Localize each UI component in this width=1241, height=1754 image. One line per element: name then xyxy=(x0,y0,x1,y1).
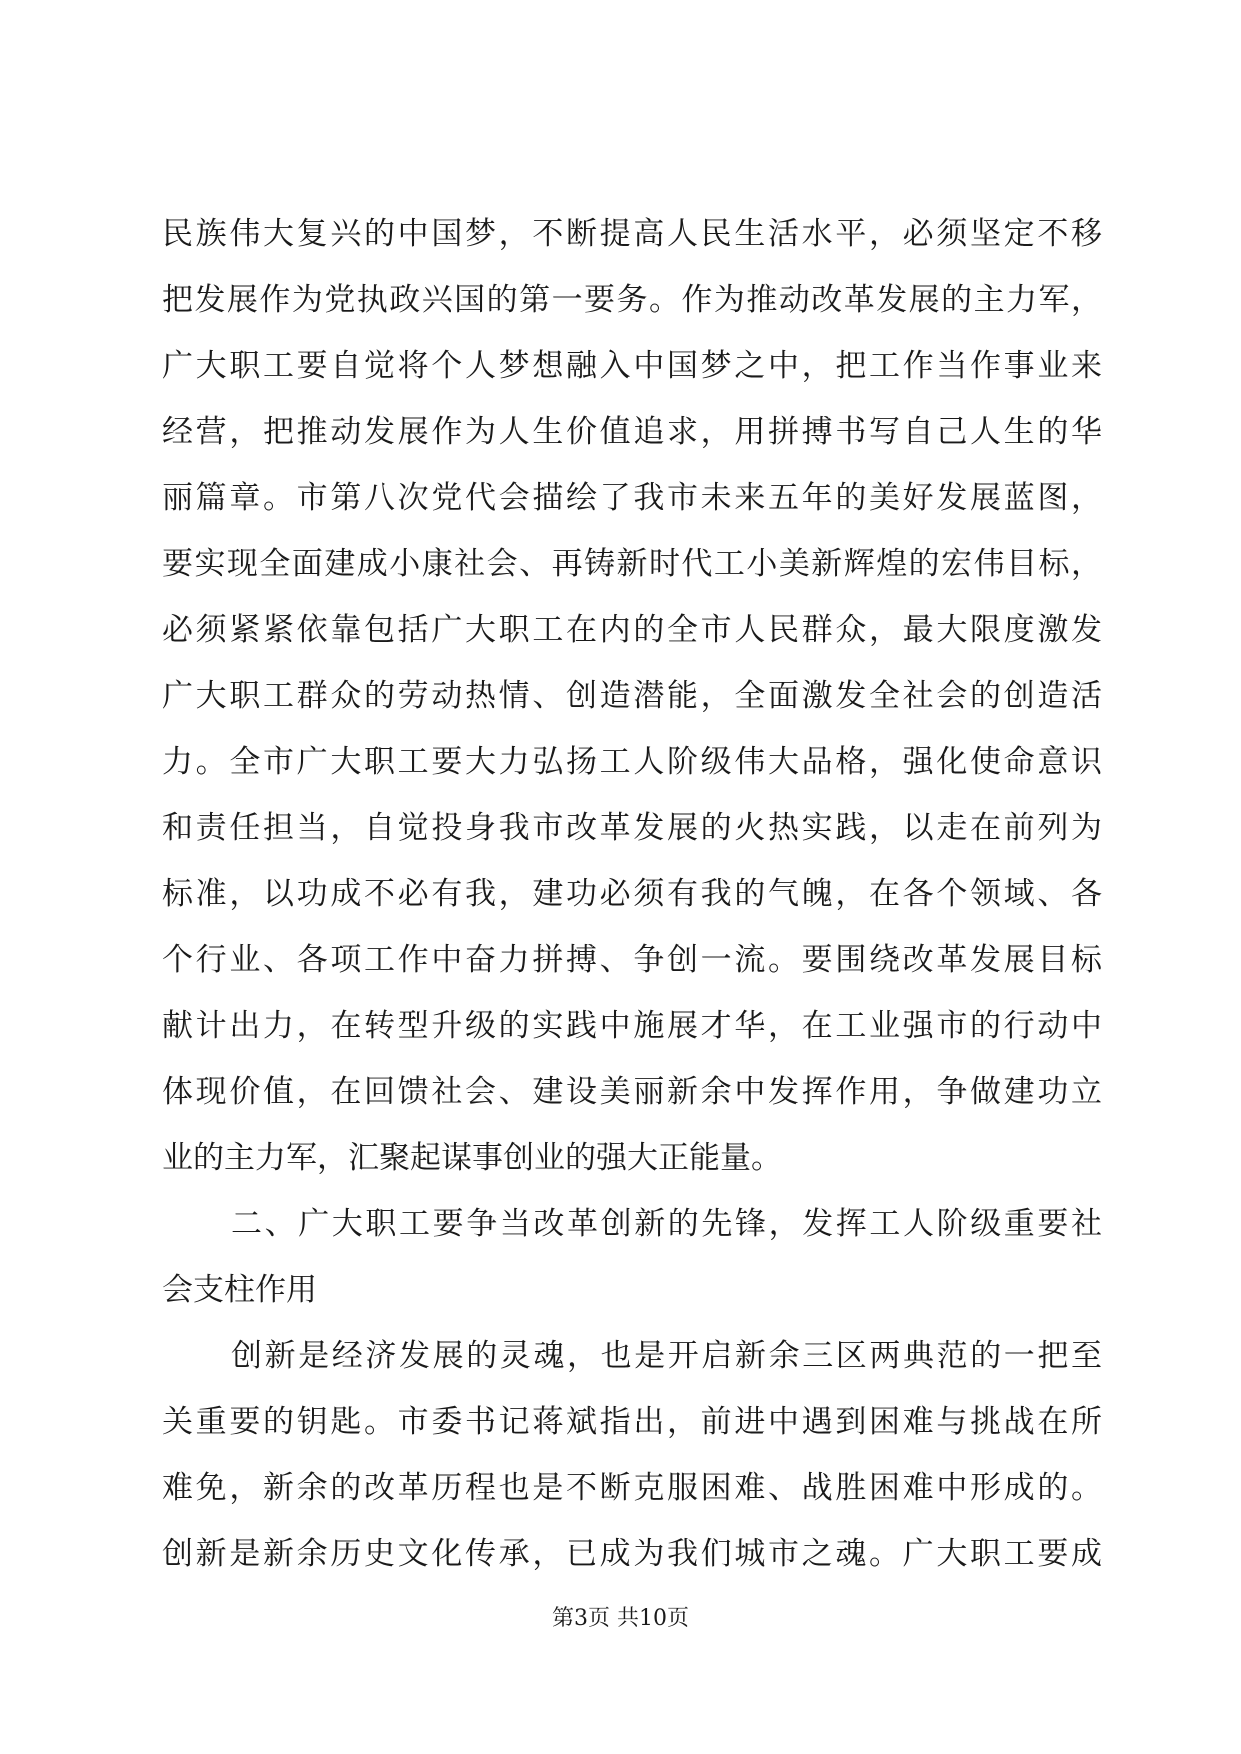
text-line: 标准，以功成不必有我，建功必须有我的气魄，在各个领域、各 xyxy=(162,876,1102,912)
text-line: 力。全市广大职工要大力弘扬工人阶级伟大品格，强化使命意识 xyxy=(162,744,1102,780)
text-line: 创新是新余历史文化传承，已成为我们城市之魂。广大职工要成 xyxy=(162,1536,1102,1572)
text-line: 个行业、各项工作中奋力拼搏、争创一流。要围绕改革发展目标 xyxy=(162,942,1102,978)
text-line: 要实现全面建成小康社会、再铸新时代工小美新辉煌的宏伟目标， xyxy=(162,546,1102,582)
text-line: 广大职工要自觉将个人梦想融入中国梦之中，把工作当作事业来 xyxy=(162,348,1102,384)
section-heading-end-line: 会支柱作用 xyxy=(162,1272,317,1308)
text-line: 难免，新余的改革历程也是不断克服困难、战胜困难中形成的。 xyxy=(162,1470,1102,1506)
text-line: 广大职工群众的劳动热情、创造潜能，全面激发全社会的创造活 xyxy=(162,678,1102,714)
text-line: 把发展作为党执政兴国的第一要务。作为推动改革发展的主力军， xyxy=(162,282,1102,318)
page-number-footer: 第3页 共10页 xyxy=(552,1606,689,1631)
text-line: 经营，把推动发展作为人生价值追求，用拼搏书写自己人生的华 xyxy=(162,414,1102,450)
text-line: 和责任担当，自觉投身我市改革发展的火热实践，以走在前列为 xyxy=(162,810,1102,846)
text-line: 体现价值，在回馈社会、建设美丽新余中发挥作用，争做建功立 xyxy=(162,1074,1102,1110)
text-line: 民族伟大复兴的中国梦，不断提高人民生活水平，必须坚定不移 xyxy=(162,216,1102,252)
section-heading-line: 二、广大职工要争当改革创新的先锋，发挥工人阶级重要社 xyxy=(231,1206,1102,1242)
text-line: 丽篇章。市第八次党代会描绘了我市未来五年的美好发展蓝图， xyxy=(162,480,1102,516)
text-line: 创新是经济发展的灵魂，也是开启新余三区两典范的一把至 xyxy=(231,1338,1102,1374)
text-line: 必须紧紧依靠包括广大职工在内的全市人民群众，最大限度激发 xyxy=(162,612,1102,648)
text-line: 献计出力，在转型升级的实践中施展才华，在工业强市的行动中 xyxy=(162,1008,1102,1044)
text-line: 关重要的钥匙。市委书记蒋斌指出，前进中遇到困难与挑战在所 xyxy=(162,1404,1102,1440)
paragraph-end-line: 业的主力军，汇聚起谋事创业的强大正能量。 xyxy=(162,1140,782,1176)
